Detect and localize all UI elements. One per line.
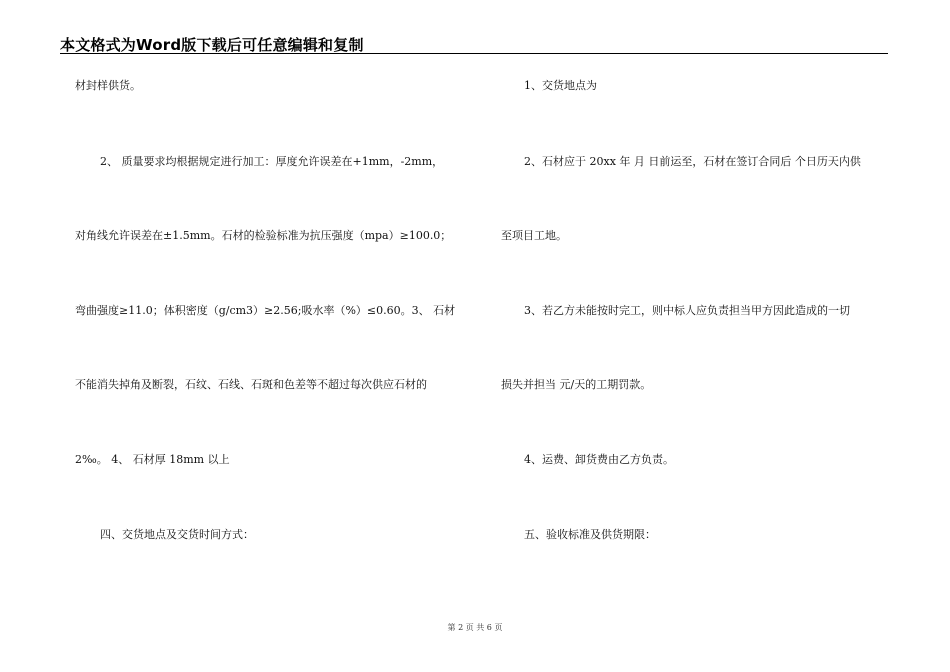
left-line-6: 2‰。 4、 石材厚 18mm 以上: [75, 453, 230, 466]
page-header-title: 本文格式为Word版下载后可任意编辑和复制: [60, 36, 364, 54]
left-line-2: 2、 质量要求均根据规定进行加工：厚度允许误差在+1mm，-2mm，: [100, 155, 444, 168]
page-number: 第 2 页 共 6 页: [447, 623, 503, 632]
right-line-1: 1、交货地点为: [524, 79, 597, 92]
left-line-1: 材封样供货。: [75, 79, 141, 92]
left-line-3: 对角线允许误差在±1.5mm。石材的检验标准为抗压强度（mpa）≥100.0；: [75, 229, 452, 242]
right-line-3: 至项目工地。: [501, 229, 567, 242]
header-divider: [60, 53, 888, 54]
right-line-4: 3、若乙方未能按时完工，则中标人应负责担当甲方因此造成的一切: [524, 304, 850, 317]
right-line-2: 2、石材应于 20xx 年 月 日前运至，石材在签订合同后 个日历天内供: [524, 155, 861, 168]
left-line-7: 四、交货地点及交货时间方式：: [100, 528, 254, 541]
left-line-5: 不能消失掉角及断裂，石纹、石线、石斑和色差等不超过每次供应石材的: [75, 378, 427, 391]
right-line-6: 4、运费、卸货费由乙方负责。: [524, 453, 674, 466]
right-line-7: 五、验收标准及供货期限：: [524, 528, 656, 541]
right-line-5: 损失并担当 元/天的工期罚款。: [501, 378, 652, 391]
left-line-4: 弯曲强度≥11.0；体积密度（g/cm3）≥2.56;吸水率（%）≤0.60。3、 石材: [75, 304, 456, 317]
